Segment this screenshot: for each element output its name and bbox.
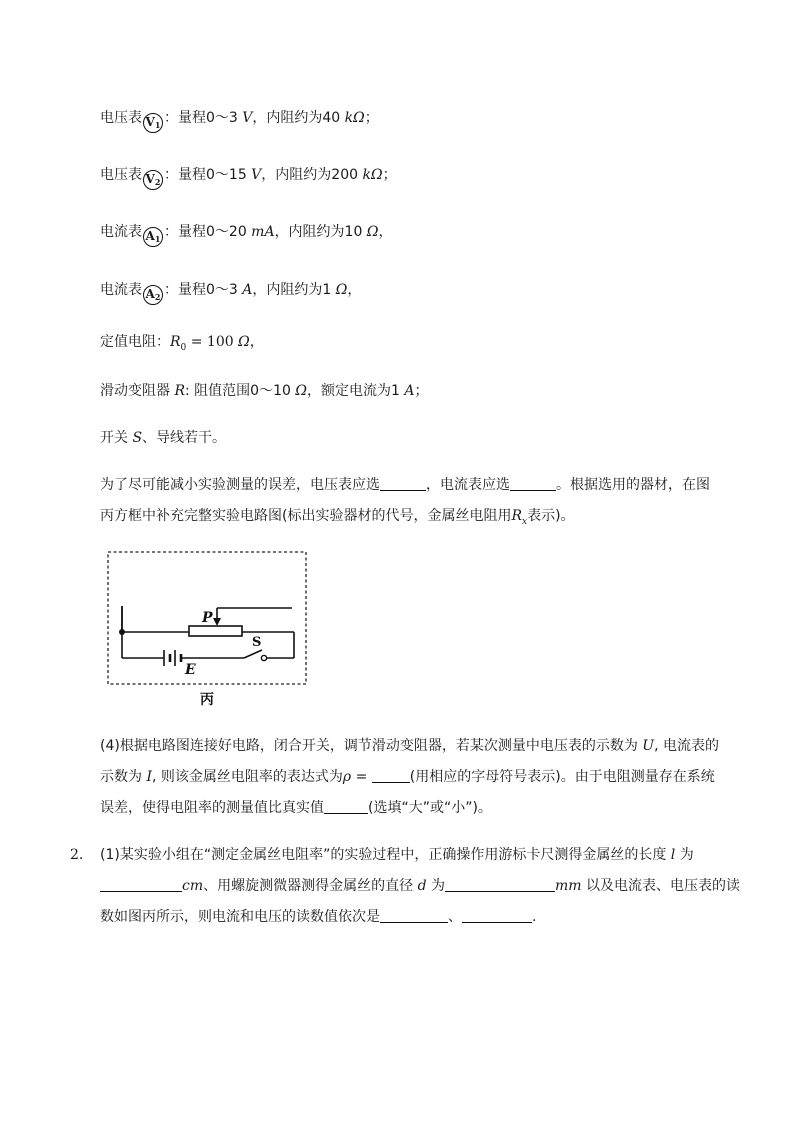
q3-line-1: 为了尽可能减小实验测量的误差，电压表应选 ，电流表应选 。根据选用的器材，在图 [100, 477, 710, 493]
range-text: ：量程0～3 [164, 110, 243, 126]
answer-blank[interactable] [324, 799, 368, 814]
instrument-v1: 电压表 $V_1$ ：量程0～3 V，内阻约为40 kΩ； [100, 108, 379, 133]
instrument-name: 电压表 [100, 110, 142, 126]
answer-blank[interactable] [372, 768, 410, 783]
q4-line-3: 误差，使得电阻率的测量值比真实值 (选填“大”或“小”)。 [100, 800, 492, 816]
range-text: ：量程0～15 [164, 167, 252, 183]
unit: V [242, 110, 253, 126]
instrument-name: 电压表 [100, 167, 142, 183]
instrument-name: 电流表 [100, 224, 142, 240]
instrument-a1: 电流表 $A_1$ ：量程0～20 mA，内阻约为10 Ω， [100, 222, 392, 247]
rheostat-line: 滑动变阻器 R: 阻值范围0～10 Ω，额定电流为1 A； [100, 383, 429, 399]
label-p: P [202, 610, 213, 626]
voltmeter-symbol-icon: $V_2$ [143, 170, 163, 190]
instrument-name: 电流表 [100, 282, 142, 298]
q2-line-2: cm、用螺旋测微器测得金属丝的直径 d 为 mm 以及电流表、电压表的读 [100, 876, 740, 896]
answer-blank[interactable] [380, 908, 448, 923]
q4-line-1: (4)根据电路图连接好电路，闭合开关，调节滑动变阻器，若某次测量中电压表的示数为 U, 电流表的 [100, 738, 719, 754]
fixed-resistor-line: 定值电阻：$R_0 = 100$ Ω， [100, 334, 264, 353]
q3-line-2: 丙方框中补充完整实验电路图(标出实验器材的代号，金属丝电阻用$R_x$表示)。 [100, 508, 575, 527]
rheostat-resistor [189, 626, 242, 636]
answer-blank[interactable] [100, 877, 182, 892]
unit: A [242, 282, 253, 298]
unit: kΩ [362, 167, 383, 183]
answer-blank[interactable] [462, 908, 532, 923]
resistance-text: ，内阻约为1 [252, 282, 336, 298]
ammeter-symbol-icon: $A_2$ [143, 285, 163, 305]
unit: V [251, 167, 262, 183]
circuit-diagram [104, 548, 312, 710]
answer-blank[interactable] [380, 476, 426, 491]
q2-line-1: (1)某实验小组在“测定金属丝电阻率”的实验过程中，正确操作用游标卡尺测得金属丝的长度 l 为 [100, 847, 694, 863]
slider-arrow-icon [213, 618, 221, 626]
ammeter-symbol-icon: $A_1$ [143, 227, 163, 247]
unit: mA [251, 224, 275, 240]
switch-icon [244, 650, 262, 658]
resistance-text: ，内阻约为10 [274, 224, 367, 240]
question-number: 2. [70, 847, 84, 863]
unit: Ω [335, 282, 348, 298]
unit: kΩ [344, 110, 365, 126]
unit: Ω [366, 224, 379, 240]
answer-blank[interactable] [445, 877, 555, 892]
voltmeter-symbol-icon: $V_1$ [143, 113, 163, 133]
q4-line-2: 示数为 I, 则该金属丝电阻率的表达式为ρ = (用相应的字母符号表示)。由于电阻测量存在系统 [100, 769, 715, 785]
instrument-v2: 电压表 $V_2$ ：量程0～15 V，内阻约为200 kΩ； [100, 165, 397, 190]
range-text: ：量程0～3 [164, 282, 243, 298]
switch-line: 开关 S、导线若干。 [100, 430, 227, 446]
label-s: S [252, 635, 262, 650]
figure-caption: 丙 [200, 692, 214, 708]
q2-line-3: 数如图丙所示，则电流和电压的读数值依次是 、 . [100, 909, 537, 925]
instrument-a2: 电流表 $A_2$ ：量程0～3 A，内阻约为1 Ω， [100, 280, 361, 305]
resistance-text: ，内阻约为40 [252, 110, 345, 126]
range-text: ：量程0～20 [164, 224, 252, 240]
answer-blank[interactable] [510, 476, 556, 491]
label-e: E [185, 662, 196, 678]
resistance-text: ，内阻约为200 [261, 167, 363, 183]
